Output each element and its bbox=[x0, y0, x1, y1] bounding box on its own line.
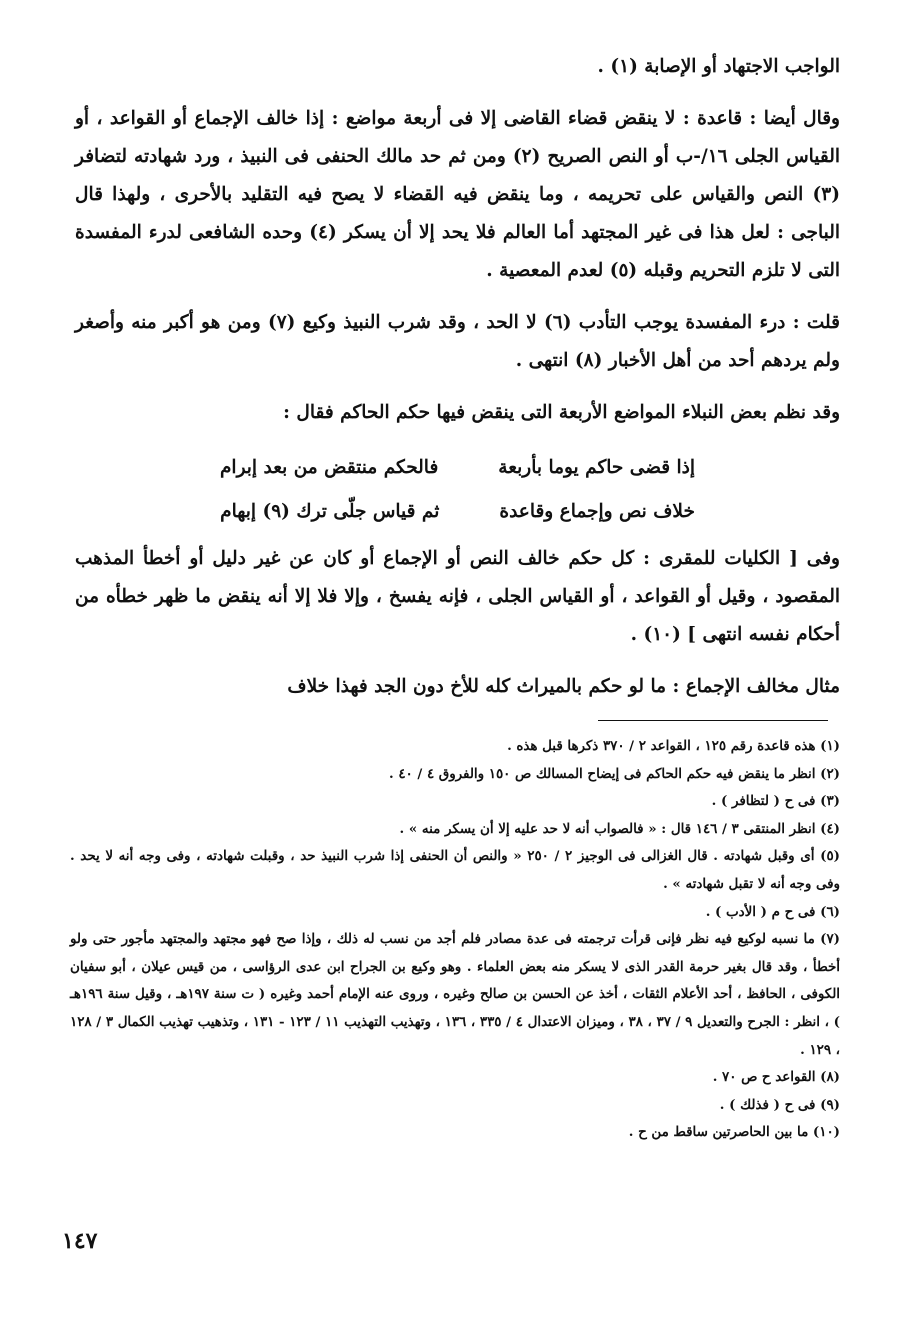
footnotes bbox=[70, 733, 840, 1147]
footnote: (٨) القواعد ح ص ٧٠ . bbox=[712, 1069, 840, 1086]
paragraph: مثال مخالف الإجماع : ما لو حكم بالميراث كله للأخ دون الجد فهذا خلاف bbox=[287, 676, 840, 697]
poem bbox=[75, 446, 840, 534]
footnote-separator bbox=[598, 720, 828, 721]
paragraph: الواجب الاجتهاد أو الإصابة (١) . bbox=[597, 56, 840, 77]
verse-hemistich: خلاف نص وإجماع وقاعدة bbox=[499, 501, 695, 522]
footnote: (٦) فى ح م ( الأدب ) . bbox=[705, 903, 840, 920]
verse-hemistich: فالحكم منتقض من بعد إبرام bbox=[219, 457, 439, 478]
footnote: (٢) انظر ما ينقض فيه حكم الحاكم فى إيضاح المسالك ص ١٥٠ والفروق ٤ / ٤٠ . bbox=[389, 765, 840, 782]
paragraph: قلت : درء المفسدة يوجب التأدب (٦) لا الحد ، وقد شرب النبيذ وكيع (٧) ومن هو أكبر منه وأصغر ولم يردهم أحد من أهل الأخبار (٨) انتهى . bbox=[75, 312, 840, 371]
footnote: (٧) ما نسبه لوكيع فيه نظر فإنى قرأت ترجمته فى عدة مصادر فلم أجد من نسب له ذلك ، وإذا صح فهو مجتهد والمجتهد مأجور حتى ولو أخطأ ، وقد قال بغير حرمة القدر الذى لا يسكر منه بعض العلماء . وهو وكيع بن الجراح ابن عدى الرؤاسى ، من قيس عيلان ، أبو سفيان الكوفى ، الحافظ ، أحد الأعلام الثقات ، أخذ عن الحسن بن صالح وغيره ، وروى عنه الإمام أحمد وغيره ( ت سنة ١٩٧هـ ، وقيل سنة ١٩٦هـ ) ، انظر : الجرح والتعديل ٩ / ٣٧ ، ٣٨ ، وميزان الاعتدال ٤ / ٣٣٥ ، ١٣٦ ، وتهذيب التهذيب ١١ / ١٢٣ - ١٣١ ، وتذهيب تهذيب الكمال ٣ / ١٢٨ ، ١٢٩ . bbox=[70, 931, 840, 1058]
paragraph: وفى [ الكليات للمقرى : كل حكم خالف النص أو الإجماع أو كان عن غير دليل أو أخطأ المذهب المقصود ، وقيل أو القواعد ، أو القياس الجلى ، فإنه يفسخ ، وإلا فلا إلا أنه ينقض ما ظهر خطأه من أحكام نفسه انتهى ] (١٠) . bbox=[75, 548, 840, 645]
page-number: ١٤٧ bbox=[62, 1228, 98, 1254]
poem-verse bbox=[75, 490, 840, 534]
footnote: (٥) أى وقبل شهادته . قال الغزالى فى الوجيز ٢ / ٢٥٠ « والنص أن الحنفى إذا شرب النبيذ حد ، وقبلت شهادته ، وفى وجه أنه لا يحد . وفى وجه أنه لا تقبل شهادته » . bbox=[70, 848, 840, 892]
verse-hemistich: ثم قياس جلّى ترك (٩) إبهام bbox=[220, 501, 440, 522]
paragraph: وقال أيضا : قاعدة : لا ينقض قضاء القاضى إلا فى أربعة مواضع : إذا خالف الإجماع أو القواعد ، أو القياس الجلى ١٦/-ب أو النص الصريح (٢) ومن ثم حد مالك الحنفى فى النبيذ ، ورد شهادته لتضافر (٣) النص والقياس على تحريمه ، وما ينقض فيه القضاء لا يصح فيه التقليد بالأحرى ، ولهذا قال الباجى : لعل هذا فى غير المجتهد أما العالم فلا يحد إلا أن يسكر (٤) وحده الشافعى لدرء المفسدة التى لا تلزم التحريم وقبله (٥) لعدم المعصية . bbox=[75, 108, 841, 281]
paragraph: وقد نظم بعض النبلاء المواضع الأربعة التى ينقض فيها حكم الحاكم فقال : bbox=[283, 402, 840, 423]
verse-hemistich: إذا قضى حاكم يوما بأربعة bbox=[498, 457, 696, 478]
footnote: (٤) انظر المنتقى ٣ / ١٤٦ قال : « فالصواب أنه لا حد عليه إلا أن يسكر منه » . bbox=[399, 820, 840, 837]
poem-verse bbox=[75, 446, 840, 490]
footnote: (١٠) ما بين الحاصرتين ساقط من ح . bbox=[628, 1124, 840, 1141]
footnote: (٣) فى ح ( لتظافر ) . bbox=[711, 793, 840, 810]
footnote: (٩) فى ح ( فذلك ) . bbox=[719, 1096, 840, 1113]
footnote: (١) هذه قاعدة رقم ١٢٥ ، القواعد ٢ / ٣٧٠ ذكرها قبل هذه . bbox=[507, 738, 840, 754]
main-text bbox=[75, 48, 840, 720]
